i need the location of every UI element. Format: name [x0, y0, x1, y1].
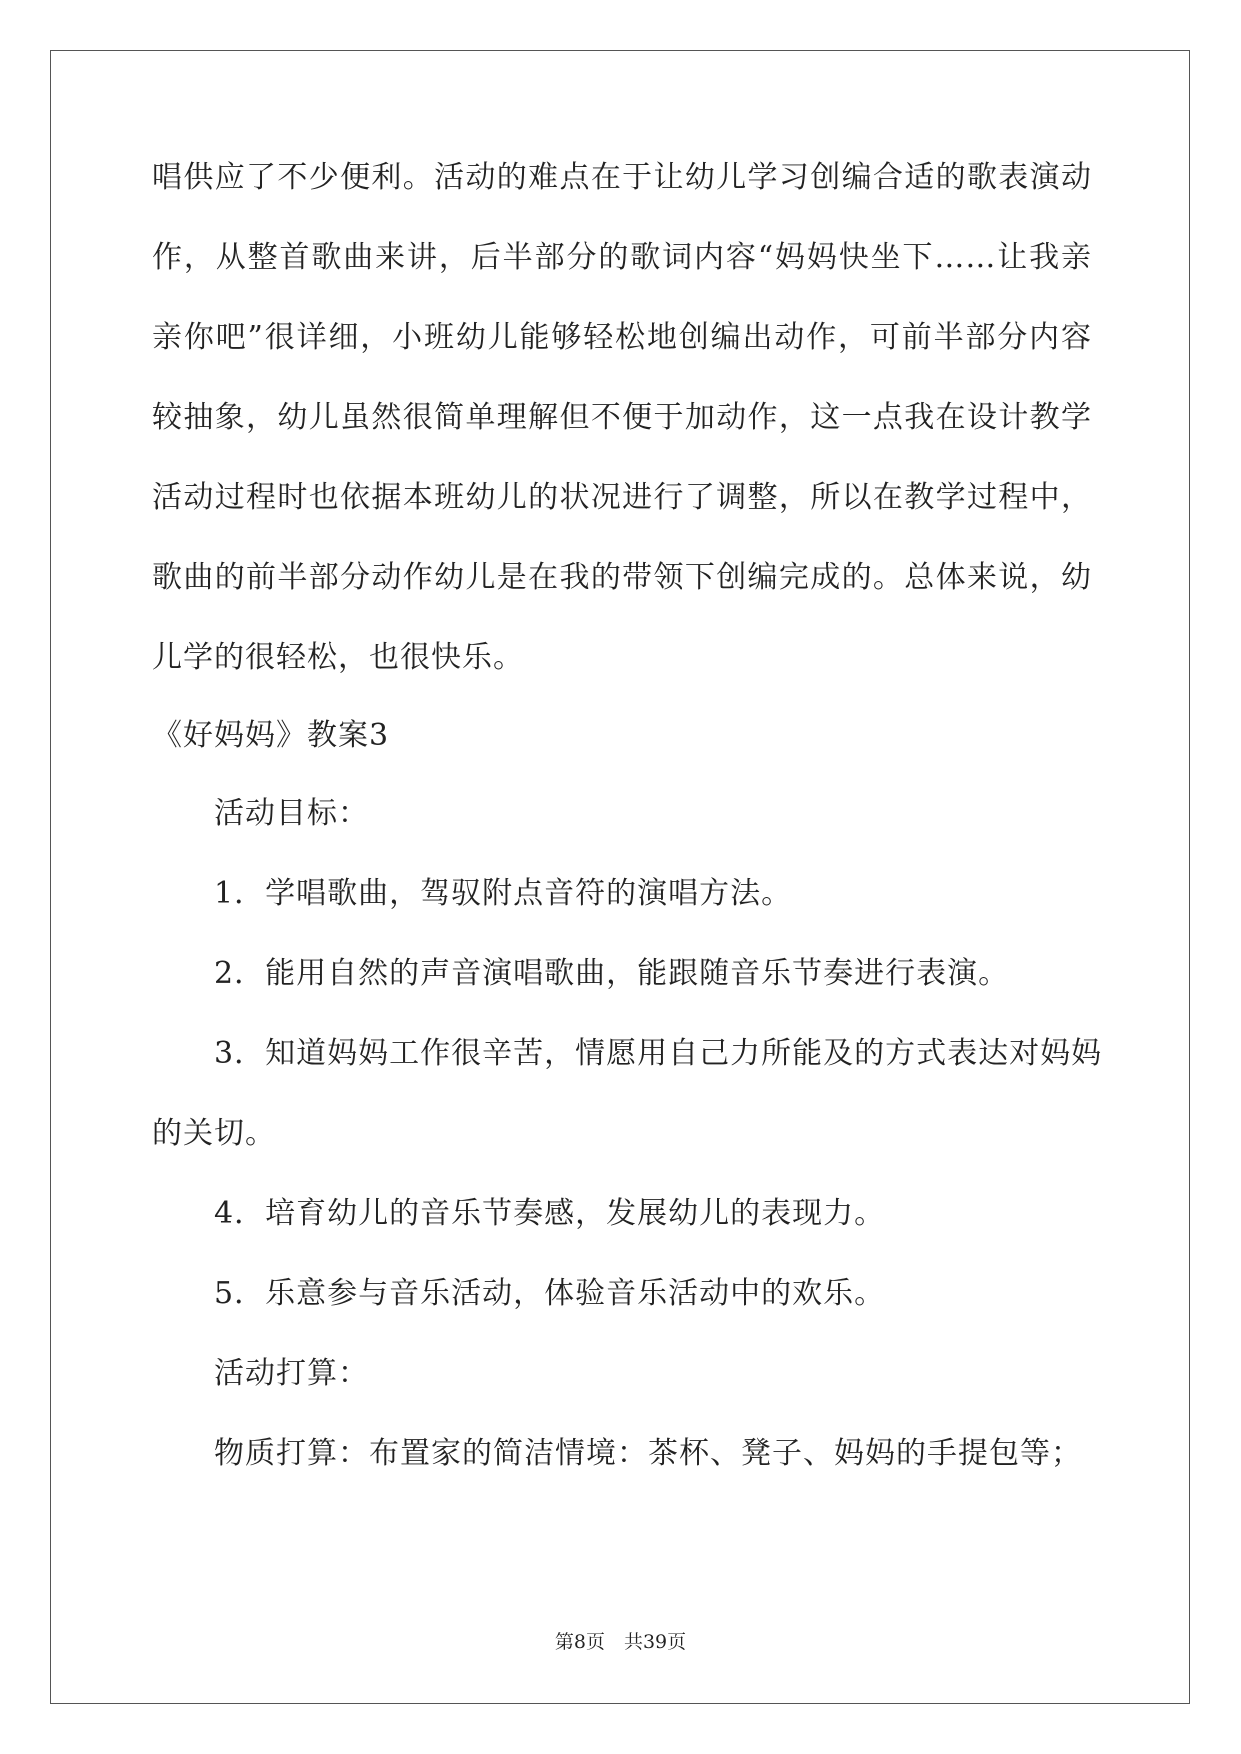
list-item: 5．乐意参与音乐活动，体验音乐活动中的欢乐。 — [214, 1276, 886, 1311]
list-item: 4．培育幼儿的音乐节奏感，发展幼儿的表现力。 — [214, 1196, 886, 1231]
paragraph-line: 儿学的很轻松，也很快乐。 — [152, 640, 524, 675]
paragraph-line: 较抽象，幼儿虽然很简单理解但不便于加动作，这一点我在设计教学 — [152, 400, 1092, 435]
list-item: 1．学唱歌曲，驾驭附点音符的演唱方法。 — [214, 876, 793, 911]
section-heading: 《好妈妈》教案3 — [152, 718, 390, 753]
document-body — [152, 158, 1103, 1514]
list-item-continuation: 的关切。 — [152, 1116, 276, 1151]
paragraph-line: 物质打算：布置家的简洁情境：茶杯、凳子、妈妈的手提包等； — [214, 1436, 1082, 1471]
page-footer — [0, 1630, 1241, 1654]
subheading-activity-goals: 活动目标： — [214, 796, 369, 831]
paragraph-line: 作，从整首歌曲来讲，后半部分的歌词内容“妈妈快坐下……让我亲 — [152, 240, 1092, 275]
paragraph-line: 活动过程时也依据本班幼儿的状况进行了调整，所以在教学过程中， — [152, 480, 1092, 515]
paragraph-line: 歌曲的前半部分动作幼儿是在我的带领下创编完成的。总体来说，幼 — [152, 560, 1092, 595]
paragraph-line: 亲你吧”很详细，小班幼儿能够轻松地创编出动作，可前半部分内容 — [152, 320, 1092, 355]
paragraph-line: 唱供应了不少便利。活动的难点在于让幼儿学习创编合适的歌表演动 — [152, 160, 1092, 195]
list-item: 2．能用自然的声音演唱歌曲，能跟随音乐节奏进行表演。 — [214, 956, 1010, 991]
list-item: 3．知道妈妈工作很辛苦，情愿用自己力所能及的方式表达对妈妈 — [214, 1036, 1103, 1071]
page-number-label: 第8页 共39页 — [554, 1631, 687, 1653]
subheading-activity-plan: 活动打算： — [214, 1356, 369, 1391]
